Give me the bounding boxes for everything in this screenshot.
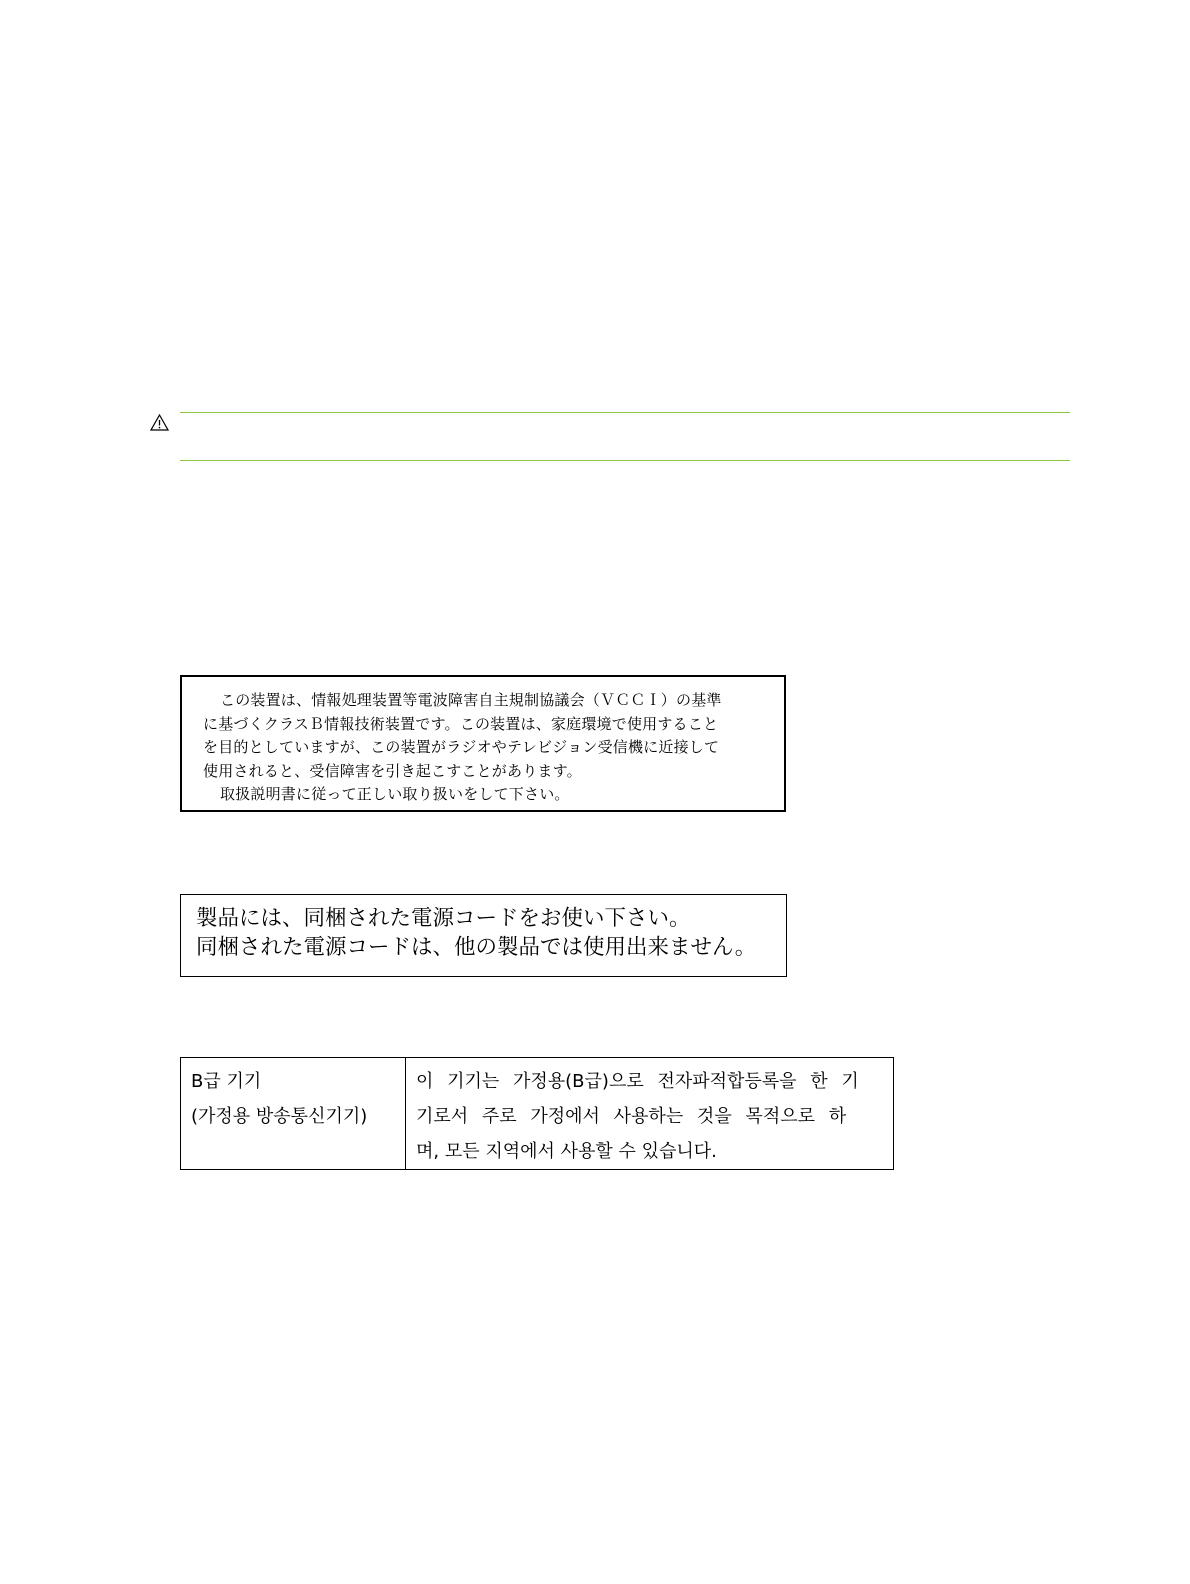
vcci-notice-line: に基づくクラスＢ情報技術装置です。この装置は、家庭環境で使用すること xyxy=(203,714,719,733)
power-cord-notice-box xyxy=(180,894,787,977)
caution-top-rule xyxy=(180,412,1070,413)
caution-bottom-rule xyxy=(180,460,1070,461)
device-description-line: 이 기기는 가정용(B급)으로 전자파적합등록을 한 기 xyxy=(416,1071,859,1092)
power-cord-notice-line: 同梱された電源コードは、他の製品では使用出来ません。 xyxy=(196,935,757,960)
vcci-notice-box xyxy=(180,675,786,812)
korea-class-b-notice-table xyxy=(180,1057,894,1170)
vcci-notice-line: 使用されると、受信障害を引き起こすことがあります。 xyxy=(203,761,582,780)
device-description-cell xyxy=(406,1058,894,1170)
device-class-line: (가정용 방송통신기기) xyxy=(191,1106,368,1127)
device-description-line: 며, 모든 지역에서 사용할 수 있습니다. xyxy=(416,1141,717,1162)
vcci-notice-line: を目的としていますが、この装置がラジオやテレビジョン受信機に近接して xyxy=(203,738,720,756)
device-class-cell xyxy=(181,1058,406,1170)
warning-triangle-icon xyxy=(150,414,169,431)
device-class-line: B급 기기 xyxy=(191,1071,262,1092)
power-cord-notice-line: 製品には、同梱された電源コードをお使い下さい。 xyxy=(196,906,691,931)
table-row xyxy=(181,1058,894,1170)
device-description-line: 기로서 주로 가정에서 사용하는 것을 목적으로 하 xyxy=(416,1106,847,1127)
vcci-notice-line: 取扱説明書に従って正しい取り扱いをして下さい。 xyxy=(220,785,570,803)
vcci-notice-line: この装置は、情報処理装置等電波障害自主規制協議会（ＶＣＣＩ）の基準 xyxy=(220,691,722,709)
